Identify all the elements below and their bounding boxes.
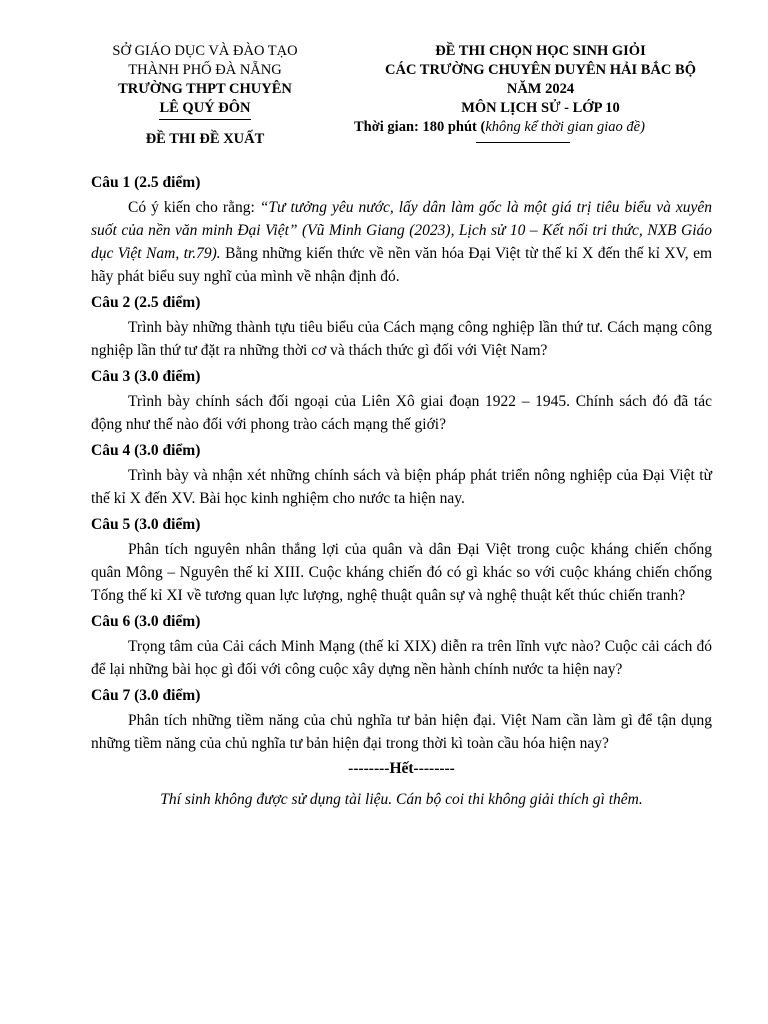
time-label: Thời gian: 180 phút ( <box>354 119 486 135</box>
question-5-title: Câu 5 (3.0 điểm) <box>91 516 201 533</box>
question-3-title: Câu 3 (3.0 điểm) <box>91 368 201 385</box>
question-2-title: Câu 2 (2.5 điểm) <box>91 294 201 311</box>
footer-note: Thí sinh không được sử dụng tài liệu. Cán bộ coi thi không giải thích gì thêm. <box>160 791 643 808</box>
question-1-title: Câu 1 (2.5 điểm) <box>91 174 201 191</box>
exam-proposed-label: ĐỀ THI ĐỀ XUẤT <box>145 131 265 147</box>
question-3-body: Trình bày chính sách đối ngoại của Liên Xô giai đoạn 1922 – 1945. Chính sách đó đã tác động như thế nào đối với phong trào cách mạng thế giới? <box>91 393 712 433</box>
question-4-title: Câu 4 (3.0 điểm) <box>91 442 201 459</box>
header-left <box>88 42 322 149</box>
question-7-title: Câu 7 (3.0 điểm) <box>91 687 201 704</box>
question-6-body: Trọng tâm của Cải cách Minh Mạng (thế kỉ XIX) diễn ra trên lĩnh vực nào? Cuộc cải cách đó để lại những bài học gì đối với công cuộc xây dựng nền hành chính nước ta hiện nay? <box>91 638 712 678</box>
question-7-body: Phân tích những tiềm năng của chủ nghĩa tư bản hiện đại. Việt Nam cần làm gì để tận dụng những tiềm năng của chủ nghĩa tư bản hiện đại trong thời kì toàn cầu hóa hiện nay? <box>91 712 712 752</box>
question-6-title: Câu 6 (3.0 điểm) <box>91 613 201 630</box>
question-1-body: Có ý kiến cho rằng: “Tư tưởng yêu nước, lấy dân làm gốc là một giá trị tiêu biểu và xuyên suốt của nền văn minh Đại Việt” (Vũ Minh Giang (2023), Lịch sử 10 – Kết nối tri thức, NXB Giáo dục Việt Nam, tr.79). Bằng những kiến thức về nền văn hóa Đại Việt từ thế kỉ X đến thế kỉ XV, em hãy phát biểu suy nghĩ của mình về nhận định đó. <box>91 199 712 285</box>
exam-title: ĐỀ THI CHỌN HỌC SINH GIỎI <box>435 43 646 59</box>
end-mark: --------Hết-------- <box>348 760 455 777</box>
exam-time <box>348 118 733 137</box>
department-name: SỞ GIÁO DỤC VÀ ĐÀO TẠO <box>112 43 298 59</box>
question-list <box>91 170 712 811</box>
time-note: không kể thời gian giao đề <box>485 119 641 135</box>
city-name: THÀNH PHỐ ĐÀ NẴNG <box>128 62 282 78</box>
exam-scope: CÁC TRƯỜNG CHUYÊN DUYÊN HẢI BẮC BỘ <box>385 62 696 78</box>
time-close: ) <box>640 119 645 135</box>
school-name-line2: LÊ QUÝ ĐÔN <box>159 99 250 120</box>
header-right <box>348 42 733 143</box>
school-name-line1: TRƯỜNG THPT CHUYÊN <box>118 81 292 97</box>
question-2-body: Trình bày những thành tựu tiêu biểu của Cách mạng công nghiệp lần thứ tư. Cách mạng công nghiệp lần thứ tư đặt ra những thời cơ và thách thức gì đối với Việt Nam? <box>91 319 712 359</box>
exam-subject: MÔN LỊCH SỬ - LỚP 10 <box>461 100 620 116</box>
exam-year: NĂM 2024 <box>506 81 575 97</box>
header-divider <box>476 142 570 143</box>
question-5-body: Phân tích nguyên nhân thắng lợi của quân và dân Đại Việt trong cuộc kháng chiến chống quân Mông – Nguyên thế kỉ XIII. Cuộc kháng chiến đó có gì khác so với cuộc kháng chiến chống Tống thế kỉ XI về tương quan lực lượng, nghệ thuật quân sự và nghệ thuật kết thúc chiến tranh? <box>91 541 712 604</box>
question-4-body: Trình bày và nhận xét những chính sách và biện pháp phát triển nông nghiệp của Đại Việt từ thế kỉ X đến XV. Bài học kinh nghiệm cho nước ta hiện nay. <box>91 467 712 507</box>
